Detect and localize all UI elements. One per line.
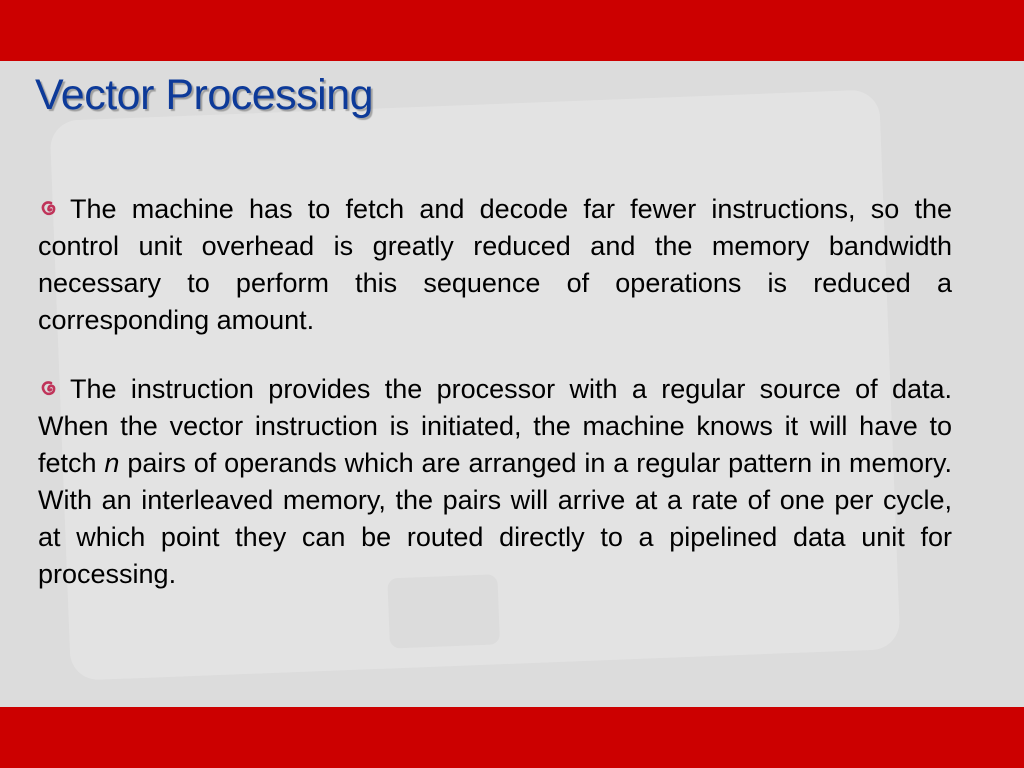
bullet-text-2-before: The instruction provides the processor with a regular source of data. When the vector instruction is initiated, the machine knows it will have to fetch <box>38 374 952 478</box>
slide-title: Vector Processing <box>35 71 374 119</box>
swirl-bullet-icon <box>38 192 60 212</box>
bullet-item-2 <box>38 371 952 593</box>
swirl-bullet-icon <box>38 372 60 392</box>
bottom-red-band <box>0 707 1024 768</box>
slide-content <box>38 191 952 625</box>
top-red-band <box>0 0 1024 61</box>
bullet-text-2-after: pairs of operands which are arranged in a regular pattern in memory. With an interleaved memory, the pairs will arrive at a rate of one per cycle, at which point they can be routed directly to a pipelined data unit for processing. <box>38 448 952 589</box>
variable-n: n <box>104 448 120 478</box>
bullet-item-1 <box>38 191 952 339</box>
bullet-text-1: The machine has to fetch and decode far fewer instructions, so the control unit overhead is greatly reduced and the memory bandwidth necessary to perform this sequence of operations is reduced a corresponding amount. <box>38 194 952 335</box>
